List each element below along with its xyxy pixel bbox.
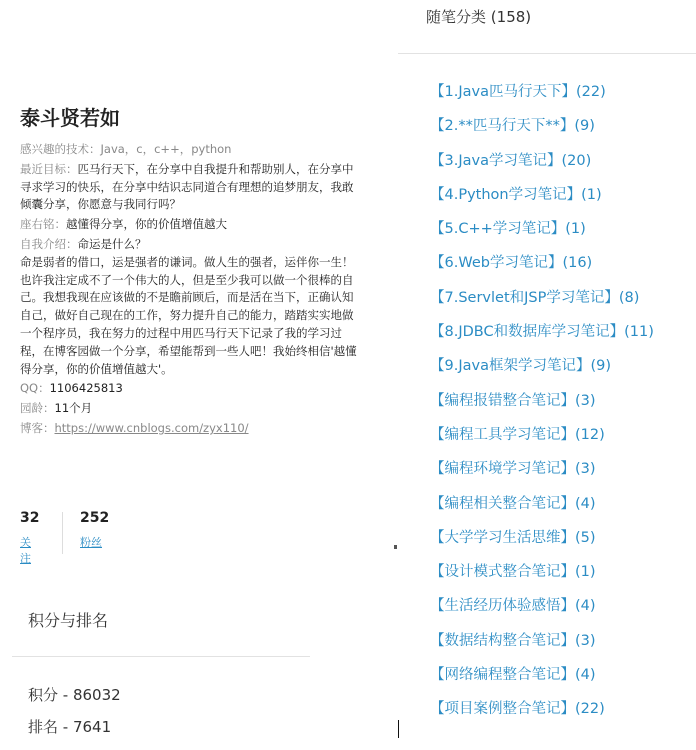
category-count: (4) — [575, 495, 596, 512]
categories-divider — [398, 53, 696, 54]
category-link[interactable]: 【2.**匹马行天下**】 — [430, 118, 575, 135]
category-item[interactable] — [430, 425, 654, 459]
intro-line: 一个程序员，我在努力的过程中用匹马行天下记录了我的学习过 — [20, 325, 342, 340]
categories-total: (158) — [490, 8, 532, 26]
goal-line: 倾囊分享，你愿意与我同行吗？ — [20, 197, 181, 212]
category-item[interactable] — [430, 459, 654, 493]
score-rank: 排名 - 7641 — [28, 718, 112, 736]
category-link[interactable]: 【数据结构整合笔记】 — [430, 632, 575, 649]
categories-header — [426, 6, 531, 27]
category-link[interactable]: 【编程报错整合笔记】 — [430, 392, 575, 409]
category-link[interactable]: 【大学学习生活思维】 — [430, 529, 575, 546]
intro-line: 己。我想我现在应该做的不是瞻前顾后，而是活在当下，正确认知 — [20, 290, 354, 305]
category-item[interactable] — [430, 528, 654, 562]
category-item[interactable] — [430, 494, 654, 528]
intro-line: 程，在博客园做一个分享，希望能帮到一些人吧！我始终相信'越懂 — [20, 343, 357, 358]
category-item[interactable] — [430, 562, 654, 596]
category-item[interactable] — [430, 391, 654, 425]
category-link[interactable]: 【9.Java框架学习笔记】 — [430, 358, 591, 375]
qq-label: QQ： — [20, 381, 50, 396]
goal-row — [20, 161, 392, 214]
category-item[interactable] — [430, 82, 654, 116]
category-count: (12) — [575, 426, 605, 443]
category-count: (9) — [590, 358, 612, 375]
intro-line: 自己，做好自己现在的工作，努力提升自己的能力，踏踏实实地做 — [20, 308, 354, 323]
category-item[interactable] — [430, 219, 654, 253]
intro-line: 得分享，你的价值增值越大'。 — [20, 361, 173, 376]
score-title: 积分与排名 — [28, 611, 109, 630]
blog-link[interactable]: https://www.cnblogs.com/zyx110/ — [54, 420, 249, 435]
goal-label: 最近目标： — [20, 161, 78, 176]
category-link[interactable]: 【网络编程整合笔记】 — [430, 667, 575, 684]
category-link[interactable]: 【8.JDBC和数据库学习笔记】 — [430, 324, 625, 341]
category-link[interactable]: 【5.C++学习笔记】 — [430, 221, 566, 238]
category-item[interactable] — [430, 631, 654, 665]
category-count: (4) — [575, 598, 596, 615]
category-count: (1) — [575, 564, 596, 581]
intro-line: 命是弱者的借口，运是强者的谦词。做人生的强者，运伴你一生！ — [20, 254, 354, 269]
category-item[interactable] — [430, 665, 654, 699]
interests-row — [20, 141, 392, 159]
intro-title: 命运是什么？ — [77, 236, 147, 251]
category-count: (3) — [575, 461, 596, 478]
category-count: (11) — [624, 324, 654, 341]
category-item[interactable] — [430, 356, 654, 390]
followers-stat — [80, 510, 109, 550]
goal-line: 寻求学习的快乐，在分享中结识志同道合有理想的追梦朋友，我敢 — [20, 179, 354, 194]
category-count: (22) — [575, 701, 605, 718]
category-item[interactable] — [430, 116, 654, 150]
motto-row — [20, 216, 392, 234]
motto-value: 越懂得分享，你的价值增值越大 — [66, 217, 227, 232]
category-count: (1) — [581, 186, 602, 203]
goal-line: 匹马行天下，在分享中自我提升和帮助别人，在分享中 — [77, 161, 354, 176]
category-count: (4) — [575, 667, 596, 684]
category-link[interactable]: 【生活经历体验感悟】 — [430, 598, 575, 615]
age-label: 园龄： — [20, 401, 55, 416]
category-item[interactable] — [430, 288, 654, 322]
categories-title: 随笔分类 — [426, 8, 487, 26]
score-divider — [12, 656, 310, 657]
score-points: 积分 - 86032 — [28, 686, 121, 704]
following-stat — [20, 510, 39, 566]
category-count: (8) — [618, 289, 640, 306]
category-item[interactable] — [430, 699, 654, 733]
intro-line: 也许我注定成不了一个伟大的人，但是至少我可以做一个很棒的自 — [20, 272, 354, 287]
category-link[interactable]: 【编程相关整合笔记】 — [430, 495, 575, 512]
category-count: (20) — [561, 152, 592, 169]
category-link[interactable]: 【6.Web学习笔记】 — [430, 255, 563, 272]
category-count: (5) — [575, 529, 596, 546]
following-link[interactable]: 关注 — [20, 536, 31, 565]
category-count: (3) — [575, 392, 596, 409]
age-row — [20, 400, 392, 418]
intro-label: 自我介绍： — [20, 236, 78, 251]
interests-value: Java，c，c++，python — [100, 142, 232, 156]
category-link[interactable]: 【编程工具学习笔记】 — [430, 426, 575, 443]
category-item[interactable] — [430, 322, 654, 356]
blog-label: 博客： — [20, 420, 55, 435]
followers-count: 252 — [80, 510, 110, 526]
category-link[interactable]: 【1.Java匹马行天下】 — [430, 84, 576, 100]
category-item[interactable] — [430, 151, 654, 185]
category-list — [430, 82, 654, 734]
qq-value: 1106425813 — [49, 381, 123, 396]
stats-divider — [62, 512, 63, 554]
category-link[interactable]: 【3.Java学习笔记】 — [430, 152, 562, 169]
followers-link[interactable]: 粉丝 — [80, 536, 102, 549]
category-count: (9) — [574, 118, 595, 135]
category-count: (22) — [575, 84, 606, 100]
age-value: 11个月 — [54, 401, 93, 416]
category-link[interactable]: 【编程环境学习笔记】 — [430, 461, 575, 478]
category-item[interactable] — [430, 185, 654, 219]
category-count: (16) — [562, 255, 593, 272]
profile-details — [20, 141, 392, 440]
profile-name: 泰斗贤若如 — [20, 106, 120, 130]
category-count: (3) — [575, 632, 596, 649]
category-link[interactable]: 【7.Servlet和JSP学习笔记】 — [430, 289, 619, 306]
category-count: (1) — [565, 221, 586, 238]
category-item[interactable] — [430, 253, 654, 287]
blog-row — [20, 420, 392, 438]
text-cursor — [398, 720, 399, 738]
category-link[interactable]: 【4.Python学习笔记】 — [430, 186, 582, 203]
category-item[interactable] — [430, 596, 654, 630]
category-link[interactable]: 【项目案例整合笔记】 — [430, 701, 575, 718]
qq-row — [20, 380, 392, 398]
category-link[interactable]: 【设计模式整合笔记】 — [430, 564, 575, 581]
collapse-caret-icon[interactable] — [394, 545, 397, 549]
motto-label: 座右铭： — [20, 217, 66, 232]
intro-row — [20, 236, 392, 378]
following-count: 32 — [20, 510, 40, 526]
interests-label: 感兴趣的技术： — [20, 142, 101, 156]
